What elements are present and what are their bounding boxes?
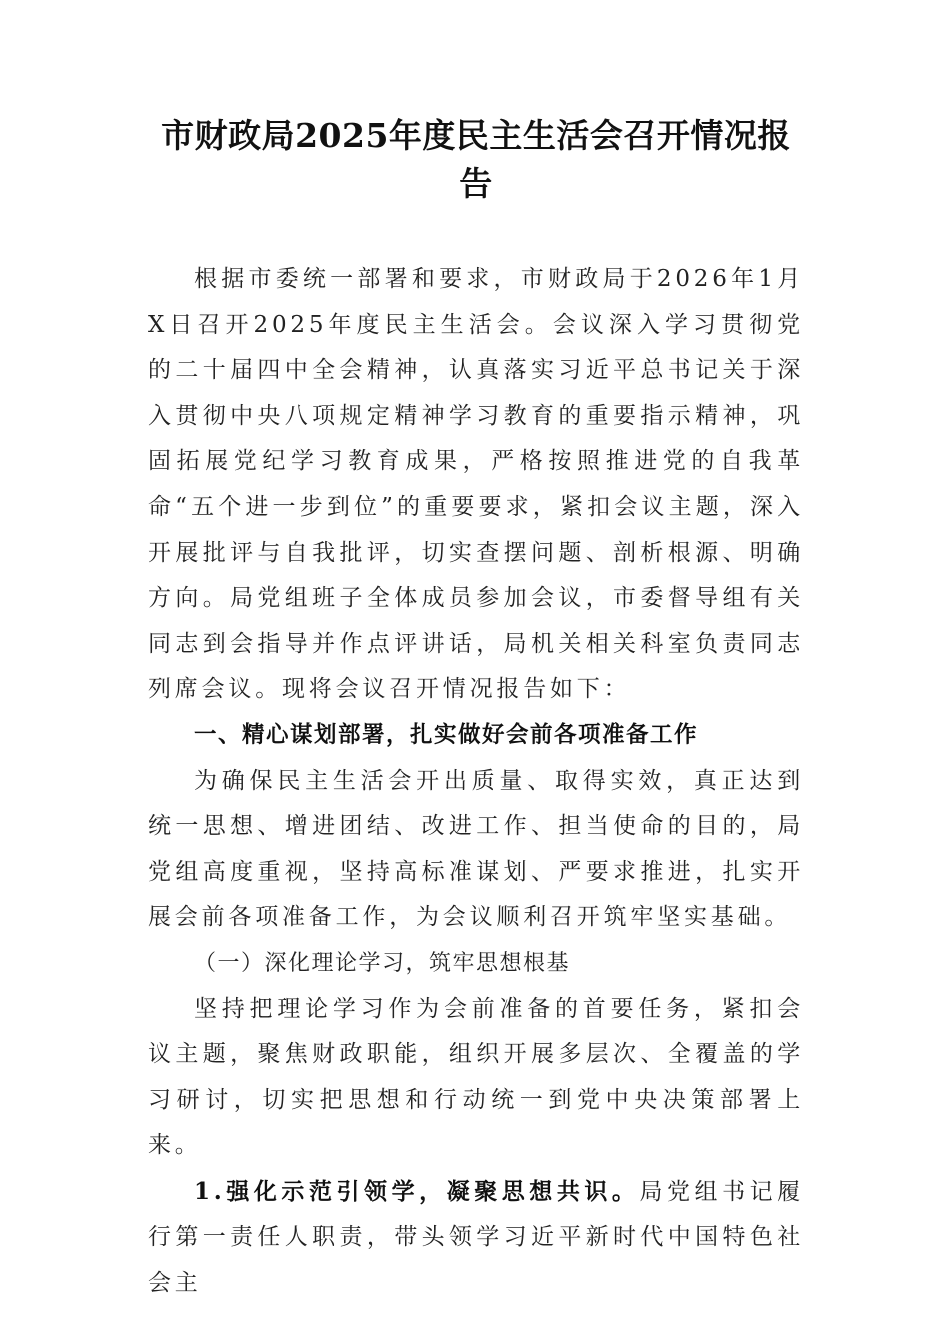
intro-paragraph: 根据市委统一部署和要求，市财政局于2026年1月X日召开2025年度民主生活会。会议深入学习贯彻党的二十届四中全会精神，认真落实习近平总书记关于深入贯彻中央八项规定精神学习教育的重要指示精神，巩固拓展党纪学习教育成果，严格按照推进党的自我革命“五个进一步到位”的重要要求，紧扣会议主题，深入开展批评与自我批评，切实查摆问题、剖析根源、明确方向。局党组班子全体成员参加会议，市委督导组有关同志到会指导并作点评讲话，局机关相关科室负责同志列席会议。现将会议召开情况报告如下： xyxy=(148,266,804,703)
item-1-lead: 1.强化示范引领学，凝聚思想共识。 xyxy=(194,1177,640,1205)
document-page xyxy=(148,112,804,1307)
section-1-heading: 一、精心谋划部署，扎实做好会前各项准备工作 xyxy=(194,721,699,748)
item-1-text: 局党组书记履行第一责任人职责，带头领学习近平新时代中国特色社会主 xyxy=(148,1178,804,1297)
title-spacer xyxy=(148,208,804,257)
item-1-paragraph xyxy=(148,1169,804,1307)
subsection-1-paragraph: 坚持把理论学习作为会前准备的首要任务，紧扣会议主题，聚焦财政职能，组织开展多层次、全覆盖的学习研讨，切实把思想和行动统一到党中央决策部署上来。 xyxy=(148,995,804,1159)
document-title: 市财政局2025年度民主生活会召开情况报告 xyxy=(161,116,791,203)
section-1-paragraph: 为确保民主生活会开出质量、取得实效，真正达到统一思想、增进团结、改进工作、担当使命的目的，局党组高度重视，坚持高标准谋划、严要求推进，扎实开展会前各项准备工作，为会议顺利召开筑牢坚实基础。 xyxy=(148,767,804,931)
subsection-1-heading: （一）深化理论学习，筑牢思想根基 xyxy=(194,950,571,976)
